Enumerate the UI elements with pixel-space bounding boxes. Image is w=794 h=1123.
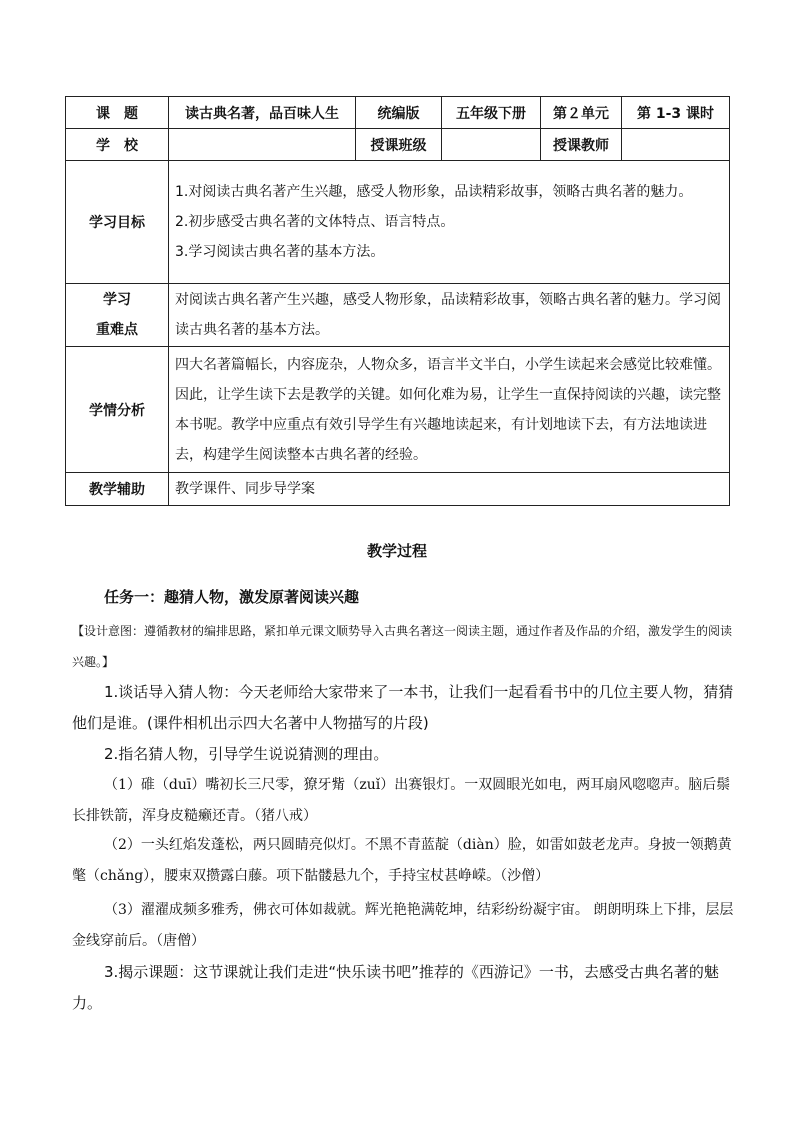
grade-value: 五年级下册 (442, 97, 541, 129)
key-points-label-line2: 重难点 (96, 322, 138, 338)
school-label: 学 校 (66, 129, 169, 161)
goal-item: 2.初步感受古典名著的文体特点、语言特点。 (175, 214, 455, 230)
table-row (66, 473, 730, 506)
course-label: 课 题 (66, 97, 169, 129)
task1-title: 任务一：趣猜人物，激发原著阅读兴趣 (104, 588, 360, 606)
table-row (66, 97, 730, 129)
course-value: 读古典名著，品百味人生 (169, 97, 356, 129)
quote-shaseng: （2）一头红焰发蓬松，两只圆睛亮似灯。不黑不青蓝靛（diàn）脸，如雷如鼓老龙声。身披一领鹅黄氅（chǎng），腰束双攒露白藤。项下骷髅悬九个，手持宝杖甚峥嵘。（沙僧） (72, 837, 732, 884)
school-value (169, 129, 356, 161)
edition-value: 统编版 (356, 97, 442, 129)
table-row (66, 284, 730, 347)
teacher-value (622, 129, 730, 161)
analysis-content: 四大名著篇幅长，内容庞杂，人物众多，语言半文半白，小学生读起来会感觉比较难懂。因此，让学生读下去是教学的关键。如何化难为易，让学生一直保持阅读的兴趣，读完整本书呢。教学中应重点有效引导学生有兴趣地读起来，有计划地读下去，有方法地读进去，构建学生阅读整本古典名著的经验。 (169, 347, 730, 473)
step2-paragraph: 2.指名猜人物，引导学生说说猜测的理由。 (104, 745, 389, 763)
aids-content: 教学课件、同步导学案 (169, 473, 730, 506)
quote-tangseng: （3）濯濯成频多雅秀，佛衣可体如裁就。辉光艳艳满乾坤，结彩纷纷凝宇宙。 朗朗明珠上下排，层层金线穿前后。（唐僧） (72, 902, 734, 949)
table-row (66, 129, 730, 161)
key-points-label-line1: 学习 (103, 292, 131, 308)
class-value (442, 129, 541, 161)
step1-paragraph: 1.谈话导入猜人物：今天老师给大家带来了一本书，让我们一起看看书中的几位主要人物，猜猜他们是谁。(课件相机出示四大名著中人物描写的片段) (72, 683, 734, 732)
teacher-label: 授课教师 (541, 129, 622, 161)
goal-item: 1.对阅读古典名著产生兴趣，感受人物形象，品读精彩故事，领略古典名著的魅力。 (175, 184, 693, 200)
table-row (66, 161, 730, 284)
design-intent: 【设计意图：遵循教材的编排思路，紧扣单元课文顺势导入古典名著这一阅读主题，通过作者及作品的介绍，激发学生的阅读兴趣。】 (72, 624, 733, 669)
goal-item: 3.学习阅读古典名著的基本方法。 (175, 244, 385, 260)
unit-value: 第２单元 (541, 97, 622, 129)
class-label: 授课班级 (356, 129, 442, 161)
process-title: 教学过程 (366, 542, 427, 560)
periods-value: 第 1-3 课时 (622, 97, 730, 129)
step3-paragraph: 3.揭示课题：这节课就让我们走进“快乐读书吧”推荐的《西游记》一书，去感受古典名著的魅力。 (72, 963, 719, 1012)
quote-zhubajie: （1）碓（duī）嘴初长三尺零，獠牙觜（zuǐ）出赛银灯。一双圆眼光如电，两耳扇风唿唿声。脑后鬃长排铁箭，浑身皮糙癞还青。（猪八戒） (72, 777, 731, 824)
lesson-info-table (65, 96, 730, 506)
goals-label: 学习目标 (66, 161, 169, 284)
goals-content (169, 161, 730, 284)
table-row (66, 347, 730, 473)
key-points-content: 对阅读古典名著产生兴趣，感受人物形象，品读精彩故事，领略古典名著的魅力。学习阅读古典名著的基本方法。 (169, 284, 730, 347)
analysis-label: 学情分析 (66, 347, 169, 473)
aids-label: 教学辅助 (66, 473, 169, 506)
key-points-label (66, 284, 169, 347)
